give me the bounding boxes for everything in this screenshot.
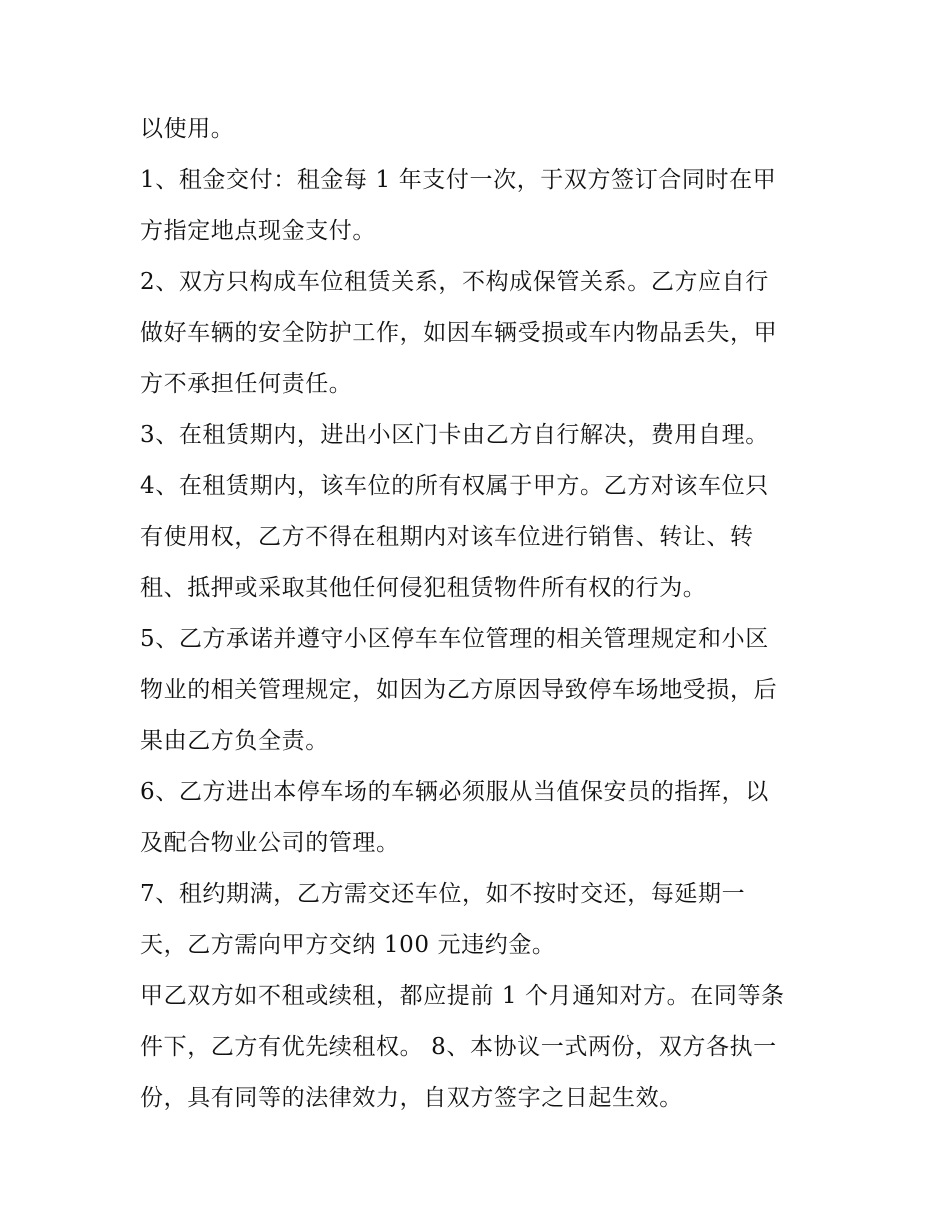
text-line: 以使用。 xyxy=(140,116,235,142)
text-line: 4、在租赁期内，该车位的所有权属于甲方。乙方对该车位只 xyxy=(140,473,769,499)
text-line: 天，乙方需向甲方交纳 100 元违约金。 xyxy=(140,932,556,958)
text-line: 租、抵押或采取其他任何侵犯租赁物件所有权的行为。 xyxy=(140,575,707,601)
text-line: 有使用权，乙方不得在租期内对该车位进行销售、转让、转 xyxy=(140,524,754,550)
text-line: 1、租金交付：租金每 1 年支付一次，于双方签订合同时在甲 xyxy=(140,167,777,193)
text-line: 5、乙方承诺并遵守小区停车车位管理的相关管理规定和小区 xyxy=(140,626,769,652)
text-line: 做好车辆的安全防护工作，如因车辆受损或车内物品丢失，甲 xyxy=(140,320,778,346)
text-line: 2、双方只构成车位租赁关系，不构成保管关系。乙方应自行 xyxy=(140,269,769,295)
text-line: 及配合物业公司的管理。 xyxy=(140,830,400,856)
document-body xyxy=(140,104,820,1124)
text-line: 6、乙方进出本停车场的车辆必须服从当值保安员的指挥，以 xyxy=(140,779,769,805)
text-line: 物业的相关管理规定，如因为乙方原因导致停车场地受损，后 xyxy=(140,677,778,703)
text-line: 方不承担任何责任。 xyxy=(140,371,353,397)
text-line: 果由乙方负全责。 xyxy=(140,728,329,754)
text-line: 3、在租赁期内，进出小区门卡由乙方自行解决，费用自理。 xyxy=(140,422,769,448)
text-line: 方指定地点现金支付。 xyxy=(140,218,376,244)
text-line: 件下，乙方有优先续租权。 8、本协议一式两份，双方各执一 xyxy=(140,1034,777,1060)
text-line: 甲乙双方如不租或续租，都应提前 1 个月通知对方。在同等条 xyxy=(140,983,785,1009)
text-line: 7、租约期满，乙方需交还车位，如不按时交还，每延期一 xyxy=(140,881,746,907)
text-line: 份，具有同等的法律效力，自双方签字之日起生效。 xyxy=(140,1085,683,1111)
